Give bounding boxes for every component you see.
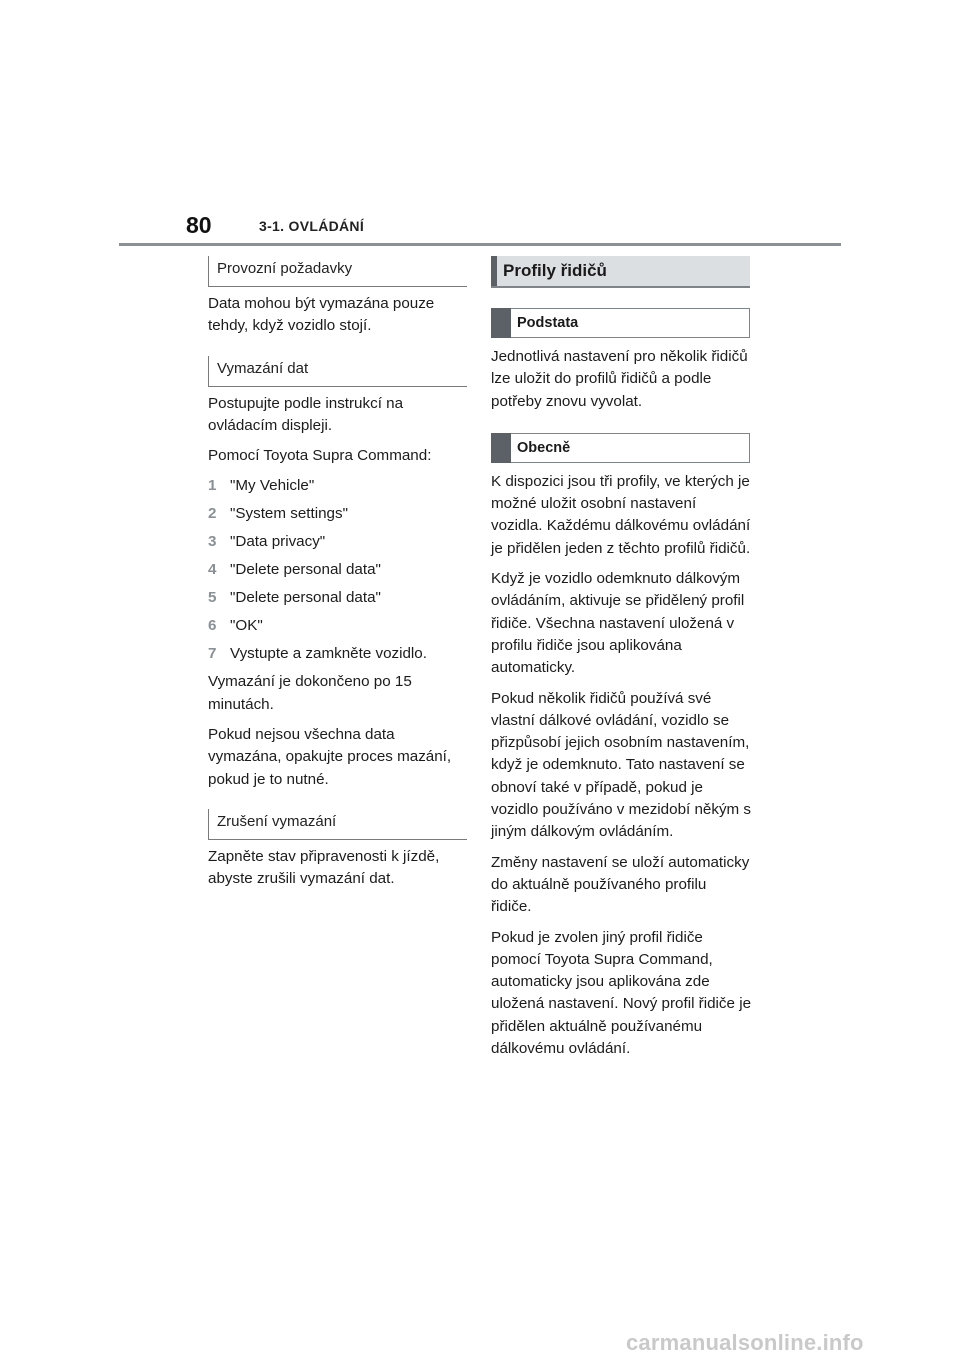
step-item — [208, 503, 468, 525]
subsection-heading-general — [491, 433, 750, 463]
paragraph: Pokud nejsou všechna data vymazána, opakujte proces mazání, pokud je to nutné. — [208, 725, 452, 788]
subsection-title: Obecně — [517, 439, 571, 456]
chapter-title: 3-1. OVLÁDÁNÍ — [259, 218, 365, 234]
heading-marker — [491, 308, 511, 338]
right-column — [491, 256, 751, 1068]
step-text: "My Vehicle" — [230, 477, 315, 495]
subheading-operating-requirements: Provozní požadavky — [208, 256, 467, 287]
paragraph: K dispozici jsou tři profily, ve kterých je možné uložit osobní nastavení vozidla. Každému dálkovému ovládání je přidělen jeden z těchto profilů řidičů. — [491, 472, 751, 557]
subheading-cancel-deletion: Zrušení vymazání — [208, 809, 467, 840]
subsection-heading-principle — [491, 308, 750, 338]
section-title: Profily řidičů — [503, 261, 607, 280]
paragraph: Pokud je zvolen jiný profil řidiče pomocí Toyota Supra Command, automaticky jsou aplikována zde uložená nastavení. Nový profil řidiče je přidělen aktuálně používanému dálkovému ovládání. — [491, 928, 752, 1058]
step-number: 2 — [208, 505, 217, 523]
step-item — [208, 615, 468, 637]
paragraph: Data mohou být vymazána pouze tehdy, když vozidlo stojí. — [208, 295, 435, 335]
paragraph: Jednotlivá nastavení pro několik řidičů lze uložit do profilů řidičů a podle potřeby znovu vyvolat. — [491, 348, 748, 410]
step-number: 1 — [208, 477, 217, 495]
step-text: "OK" — [230, 617, 263, 635]
step-number: 7 — [208, 645, 217, 663]
step-number: 5 — [208, 589, 217, 607]
step-text: "System settings" — [230, 505, 348, 523]
step-item — [208, 587, 468, 609]
heading-marker — [491, 433, 511, 463]
step-item — [208, 643, 468, 665]
step-item — [208, 531, 468, 553]
heading-marker — [491, 256, 497, 286]
paragraph: Vymazání je dokončeno po 15 minutách. — [208, 673, 412, 713]
paragraph: Zapněte stav připravenosti k jízdě, abyste zrušili vymazání dat. — [208, 847, 440, 888]
step-text: "Data privacy" — [230, 533, 326, 551]
page-number: 80 — [186, 212, 212, 238]
header-divider — [119, 243, 841, 246]
step-item — [208, 475, 468, 497]
paragraph: Když je vozidlo odemknuto dálkovým ovládáním, aktivuje se přidělený profil řidiče. Všechna nastavení uložená v profilu řidiče jsou aplikována automaticky. — [491, 570, 745, 677]
step-text: "Delete personal data" — [230, 561, 381, 579]
step-number: 6 — [208, 617, 217, 635]
steps-list — [208, 475, 468, 665]
subheading-data-deletion: Vymazání dat — [208, 356, 467, 387]
step-number: 4 — [208, 561, 217, 579]
step-number: 3 — [208, 533, 217, 551]
step-item — [208, 559, 468, 581]
paragraph: Pokud několik řidičů používá své vlastní dálkové ovládání, vozidlo se přizpůsobí jejich osobním nastavením, když je odemknuto. Tato nastavení se obnoví také v případě, pokud je vozidlo používáno v mezidobí někým s jiným dálkovým ovládáním. — [491, 689, 752, 841]
step-text: Vystupte a zamkněte vozidlo. — [230, 645, 427, 663]
subsection-title: Podstata — [517, 315, 579, 331]
section-heading-driver-profiles — [491, 256, 750, 288]
watermark: carmanualsonline.info — [626, 1330, 864, 1355]
paragraph: Změny nastavení se uloží automaticky do aktuálně používaného profilu řidiče. — [491, 853, 750, 916]
left-column — [208, 256, 468, 898]
paragraph: Postupujte podle instrukcí na ovládacím displeji. — [208, 394, 404, 434]
step-text: "Delete personal data" — [230, 589, 381, 607]
paragraph: Pomocí Toyota Supra Command: — [208, 447, 432, 465]
